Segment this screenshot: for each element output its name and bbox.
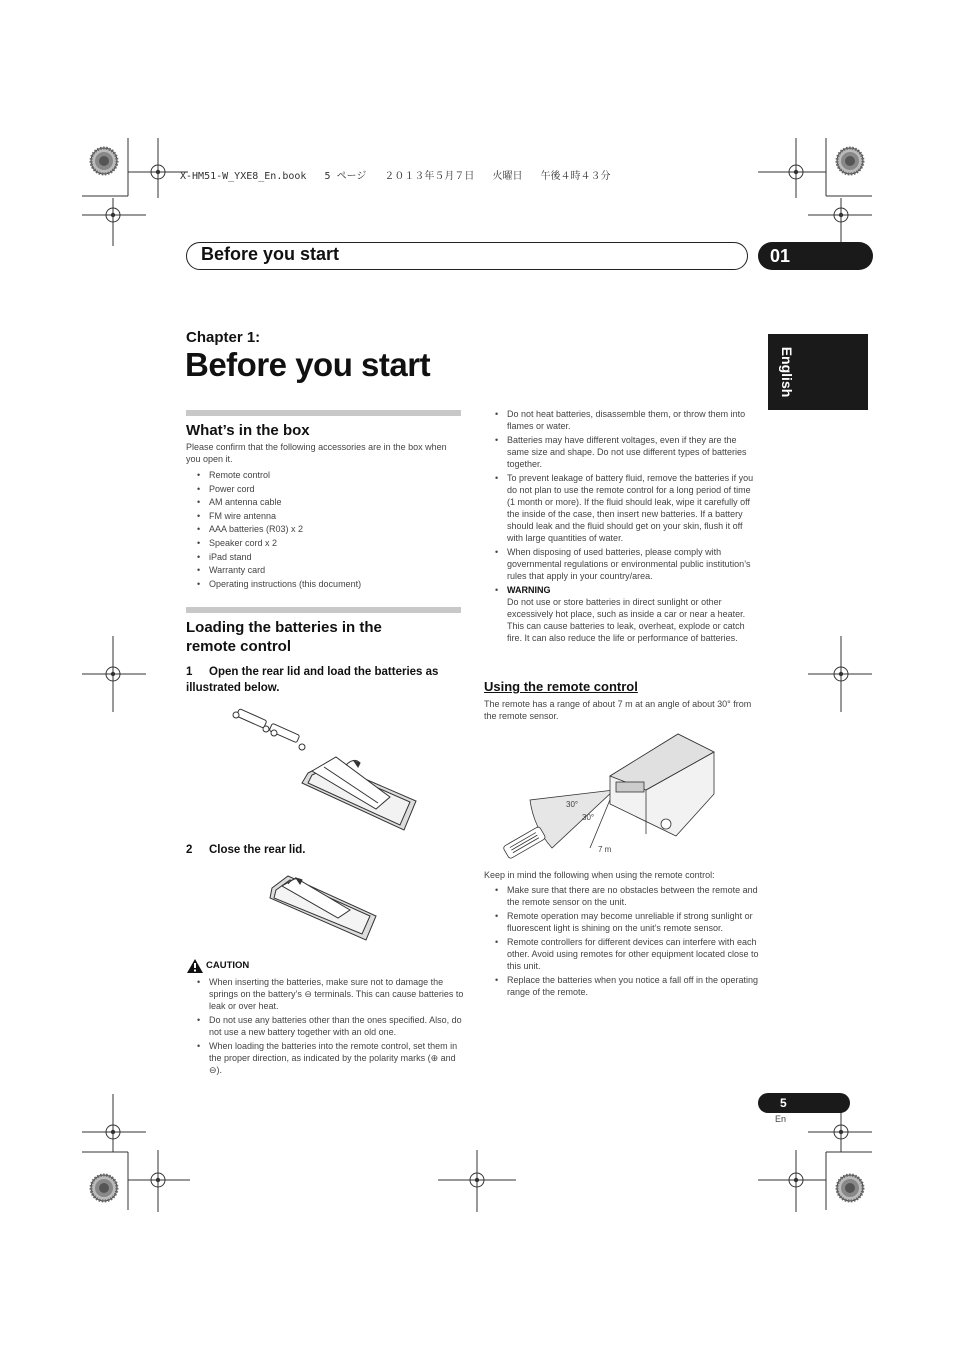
angle-label-top: 30° (566, 800, 579, 809)
step-1 (186, 664, 466, 696)
battery-notes-list (484, 408, 760, 646)
list-item: • Warranty card (186, 564, 461, 576)
list-item: • Speaker cord x 2 (186, 537, 461, 549)
chapter-number-badge: 01 (758, 242, 873, 270)
list-item: • FM wire antenna (186, 510, 461, 522)
whats-in-box-heading: What’s in the box (186, 422, 310, 439)
caution-list (186, 976, 464, 1078)
warning-text: Do not use or store batteries in direct sunlight or other excessively hot place, such as inside a car or near a heater. This can cause batteries to leak, overheat, explode or catch fire. It can also reduce the life or performance of batteries. (507, 597, 746, 643)
accessory-list (186, 469, 461, 591)
list-item: • When inserting the batteries, make sure not to damage the springs on the battery’s ⊖ terminals. This can cause batteries to leak or over heat. (186, 976, 464, 1012)
caution-icon (187, 959, 203, 973)
loading-heading-line1: Loading the batteries in the (186, 619, 382, 636)
chapter-title: Before you start (185, 346, 431, 383)
angle-label-bottom: 30° (582, 813, 595, 822)
page-language-code: En (775, 1114, 787, 1124)
distance-label: 7 m (598, 845, 612, 854)
list-item: • Operating instructions (this document) (186, 578, 461, 590)
list-item (484, 584, 760, 644)
list-item: • When disposing of used batteries, please comply with governmental regulations or environmental public institution’s rules that apply in your country/area. (484, 546, 760, 582)
list-item: • Remote control (186, 469, 461, 481)
list-item: • Remote operation may become unreliable if strong sunlight or fluorescent light is shining on the unit’s remote sensor. (484, 910, 760, 934)
remote-range-illustration (500, 732, 720, 862)
header-title: Before you start (201, 244, 340, 264)
loading-heading-line2: remote control (186, 638, 292, 655)
caution-label: CAUTION (206, 960, 250, 971)
step-1-text-line1: Open the rear lid and load the batteries as (209, 666, 439, 678)
list-item: • AAA batteries (R03) x 2 (186, 523, 461, 535)
battery-insertion-illustration (228, 705, 423, 835)
remote-closed-illustration (266, 868, 381, 944)
remote-tips-list (484, 884, 760, 1000)
warning-label: • WARNING (507, 585, 551, 595)
using-remote-intro: The remote has a range of about 7 m at an angle of about 30° from the remote sensor. (484, 699, 752, 721)
list-item: • Power cord (186, 483, 461, 495)
list-item: • To prevent leakage of battery fluid, remove the batteries if you do not plan to use the remote control for a long period of time (1 month or more). If the fluid should leak, wipe it carefully off the inside of the case, then insert new batteries. If a battery should leak and the fluid should get on your skin, flush it off with large quantities of water. (484, 472, 760, 544)
print-info: X-HM51-W_YXE8_En.book 5 ページ ２０１３年５月７日 火曜日 午後４時４３分 (180, 171, 611, 182)
list-item: • Make sure that there are no obstacles between the remote and the remote sensor on the unit. (484, 884, 760, 908)
list-item: • Batteries may have different voltages, even if they are the same size and shape. Do not use different types of batteries together. (484, 434, 760, 470)
section-rule (186, 607, 461, 613)
whats-in-box-intro: Please confirm that the following accessories are in the box when you open it. (186, 442, 447, 464)
keep-in-mind-text: Keep in mind the following when using the remote control: (484, 870, 715, 880)
loading-heading (186, 618, 461, 656)
language-tab (768, 334, 868, 410)
section-rule (186, 410, 461, 416)
step-1-number: 1 (186, 666, 193, 678)
using-remote-heading: Using the remote control (484, 679, 638, 694)
list-item: • When loading the batteries into the remote control, set them in the proper direction, as indicated by the polarity marks (⊕ and ⊖). (186, 1040, 464, 1076)
step-2 (186, 842, 306, 858)
chapter-label: Chapter 1: (186, 329, 261, 346)
step-2-number: 2 (186, 844, 193, 856)
step-1-text-line2: illustrated below. (186, 682, 280, 694)
list-item: • Remote controllers for different devices can interfere with each other. Avoid using remotes for other equipment located close to this unit. (484, 936, 760, 972)
language-tab-label: English (779, 346, 795, 398)
list-item: • Do not heat batteries, disassemble them, or throw them into flames or water. (484, 408, 760, 432)
list-item: • Replace the batteries when you notice a fall off in the operating range of the remote. (484, 974, 760, 998)
step-2-text: Close the rear lid. (209, 844, 306, 856)
list-item: • AM antenna cable (186, 496, 461, 508)
list-item: • iPad stand (186, 551, 461, 563)
page-number: 5 (758, 1093, 850, 1113)
list-item: • Do not use any batteries other than the ones specified. Also, do not use a new battery together with an old one. (186, 1014, 464, 1038)
